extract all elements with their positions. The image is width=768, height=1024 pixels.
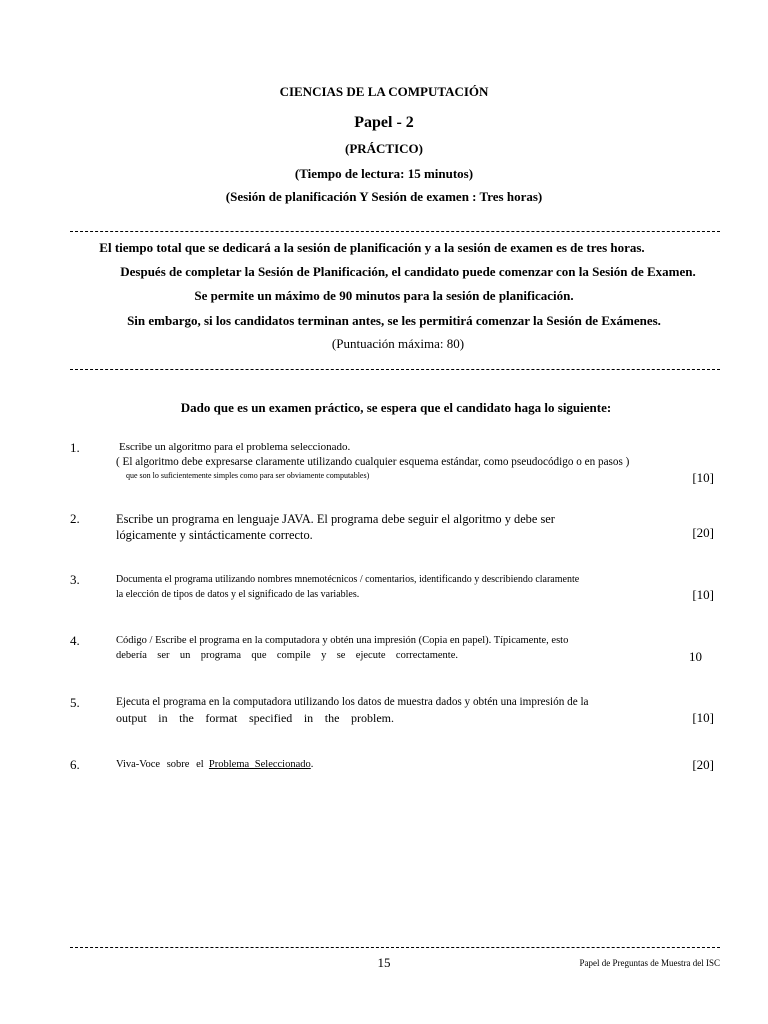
item-1-line-3: que son lo suficientemente simples como para ser obviamente computables) (126, 471, 370, 480)
item-2-text (116, 511, 676, 543)
item-2-marks: [20] (692, 525, 714, 540)
dashed-divider-top (70, 231, 720, 232)
reading-time: (Tiempo de lectura: 15 minutos) (294, 166, 474, 181)
lead-statement: Dado que es un examen práctico, se espera que el candidato haga lo siguiente: (180, 400, 612, 415)
item-2-line-1: Escribe un programa en lenguaje JAVA. El programa debe seguir el algoritmo y debe ser (116, 512, 555, 526)
item-5-line-2: output in the format specified in the problem. (116, 711, 394, 725)
item-6-text (116, 757, 676, 772)
item-6-marks: [20] (692, 757, 714, 772)
instruction-line-3: Se permite un máximo de 90 minutos para la sesión de planificación. (194, 288, 574, 303)
item-number: 6. (70, 757, 80, 772)
item-3-marks: [10] (692, 587, 714, 602)
item-1-text (116, 440, 676, 482)
item-4-line-2: debería ser un programa que compile y se ejecute correctamente. (116, 650, 458, 661)
item-6-prefix: Viva-Voce sobre el (116, 759, 204, 770)
item-4-marks: 10 (689, 649, 702, 664)
dashed-divider-footer (70, 947, 720, 948)
subject-title: CIENCIAS DE LA COMPUTACIÓN (279, 84, 489, 99)
item-3-line-2: la elección de tipos de datos y el significado de las variables. (116, 589, 360, 600)
item-1-line-1: Escribe un algoritmo para el problema seleccionado. (119, 441, 351, 453)
instruction-line-4: Sin embargo, si los candidatos terminan antes, se les permitirá comenzar la Sesión de Exámenes. (127, 313, 661, 328)
footer-source: Papel de Preguntas de Muestra del ISC (579, 958, 720, 968)
item-4-line-1: Código / Escribe el programa en la computadora y obtén una impresión (Copia en papel). Típicamente, esto (116, 635, 569, 646)
item-1-marks: [10] (692, 470, 714, 485)
paper-title: Papel - 2 (354, 114, 414, 131)
item-3-line-1: Documenta el programa utilizando nombres mnemotécnicos / comentarios, identificando y describiendo claramente (116, 574, 580, 585)
page-number: 15 (377, 955, 391, 970)
item-2-line-2: lógicamente y sintácticamente correcto. (116, 528, 313, 542)
item-6-underlined: Problema Seleccionado (208, 759, 311, 770)
session-duration: (Sesión de planificación Y Sesión de examen : Tres horas) (225, 189, 543, 204)
item-number: 4. (70, 633, 80, 648)
item-number: 1. (70, 440, 80, 455)
item-6-suffix: . (310, 759, 314, 770)
item-number: 3. (70, 572, 80, 587)
instruction-line-1: El tiempo total que se dedicará a la sesión de planificación y a la sesión de examen es de tres horas. (99, 240, 645, 255)
dashed-divider-middle (70, 369, 720, 370)
item-5-text (116, 695, 646, 727)
item-4-text (116, 633, 640, 663)
item-number: 5. (70, 695, 80, 710)
item-number: 2. (70, 511, 80, 526)
item-1-line-2: ( El algoritmo debe expresarse claramente utilizando cualquier esquema estándar, como pseudocódigo o en pasos ) (116, 456, 630, 468)
item-5-line-1: Ejecuta el programa en la computadora utilizando los datos de muestra dados y obtén una impresión de la (116, 696, 589, 708)
item-3-text (116, 572, 656, 602)
item-5-marks: [10] (692, 710, 714, 725)
instruction-line-2: Después de completar la Sesión de Planificación, el candidato puede comenzar con la Sesión de Examen. (120, 264, 696, 279)
paper-type: (PRÁCTICO) (345, 141, 423, 156)
max-marks: (Puntuación máxima: 80) (331, 336, 465, 351)
